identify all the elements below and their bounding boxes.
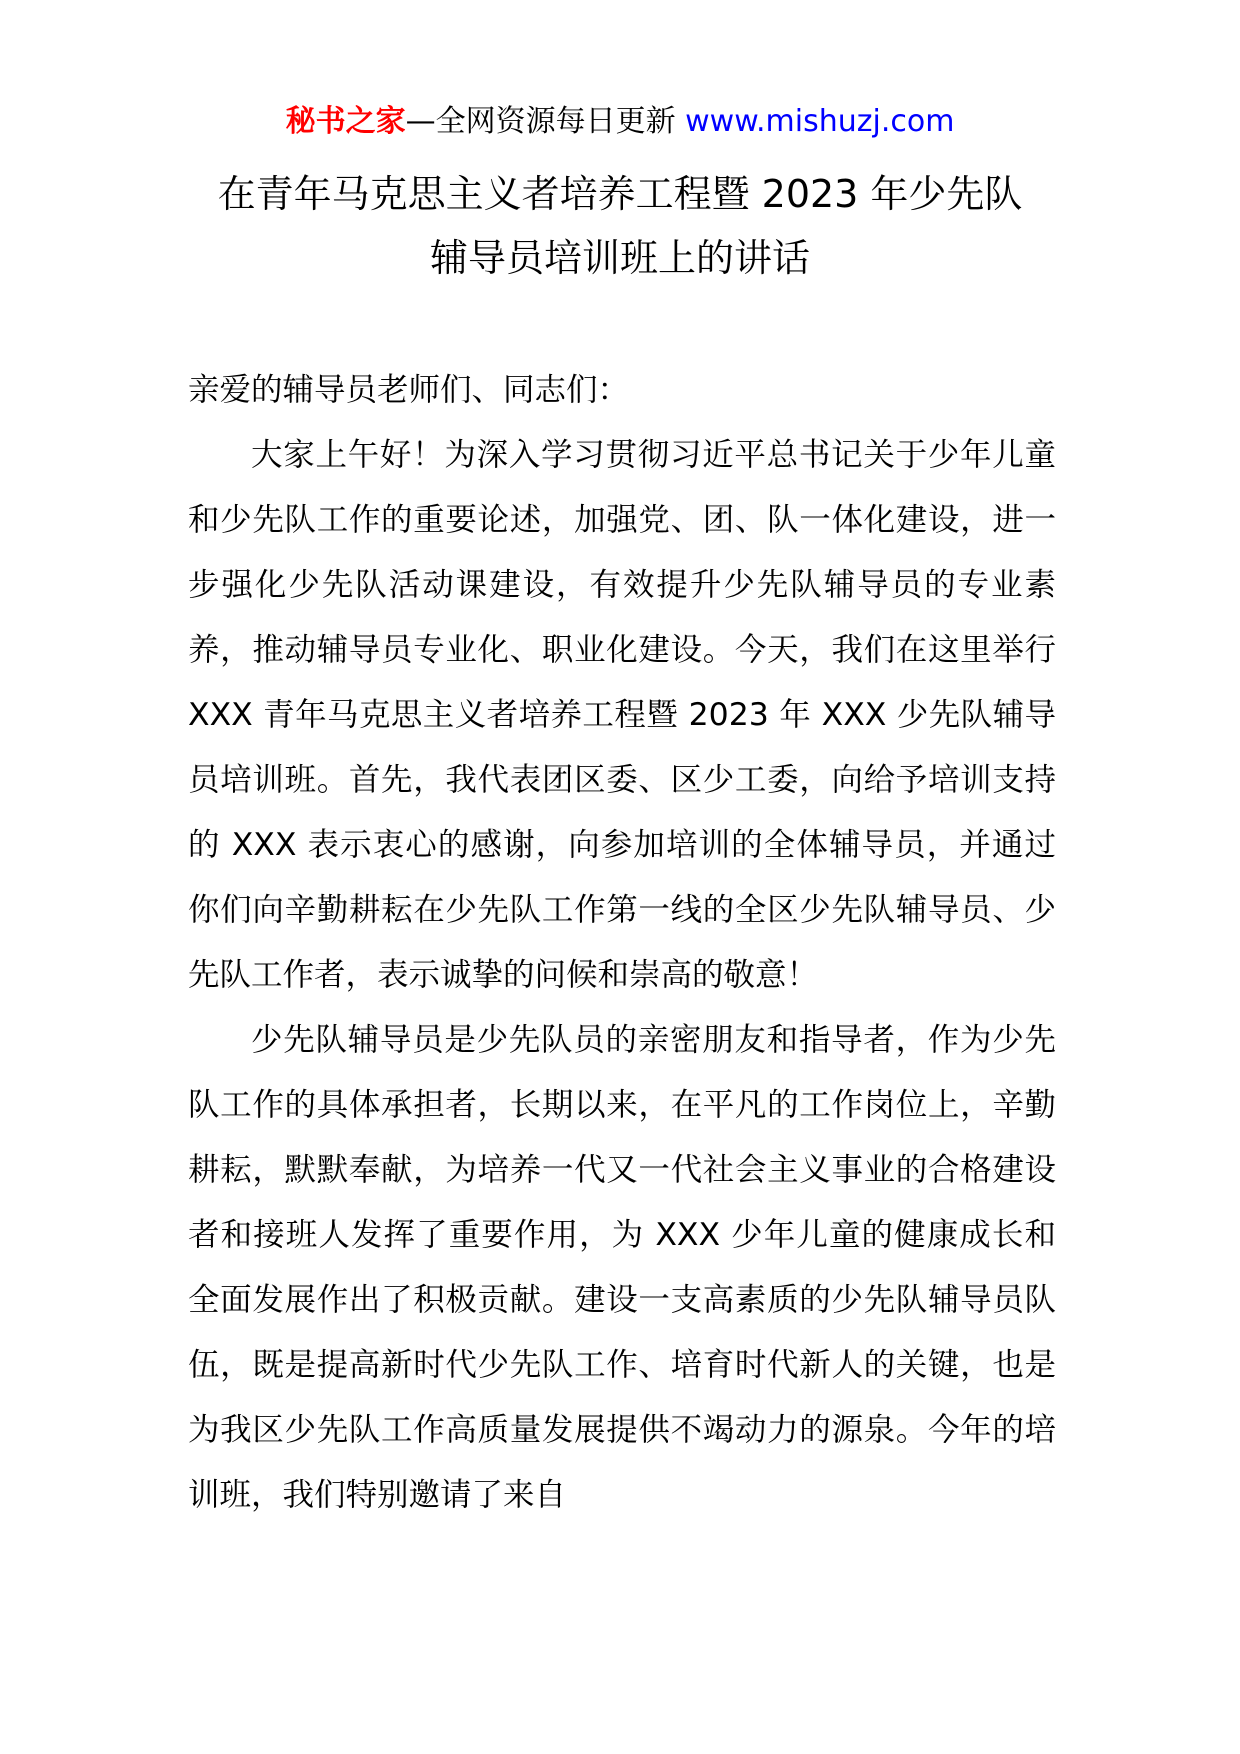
title-line-2: 辅导员培训班上的讲话 bbox=[429, 236, 810, 280]
document-body bbox=[188, 358, 1056, 1528]
site-header bbox=[0, 100, 1240, 144]
salutation: 亲爱的辅导员老师们、同志们： bbox=[188, 372, 630, 408]
brand-name: 秘书之家 bbox=[285, 104, 406, 139]
document-title bbox=[150, 162, 1090, 290]
site-url-link[interactable]: www.mishuzj.com bbox=[685, 104, 955, 139]
paragraph-1: 大家上午好！为深入学习贯彻习近平总书记关于少年儿童和少先队工作的重要论述，加强党、团、队一体化建设，进一步强化少先队活动课建设，有效提升少先队辅导员的专业素养，推动辅导员专业化、职业化建设。今天，我们在这里举行 XXX 青年马克思主义者培养工程暨 2023 年 XXX 少先队辅导员培训班。首先，我代表团区委、区少工委，向给予培训支持的 XXX 表示衷心的感谢，向参加培训的全体辅导员，并通过你们向辛勤耕耘在少先队工作第一线的全区少先队辅导员、少先队工作者，表示诚挚的问候和崇高的敬意！ bbox=[188, 437, 1056, 993]
header-slogan: —全网资源每日更新 bbox=[405, 104, 676, 139]
title-line-1: 在青年马克思主义者培养工程暨 2023 年少先队 bbox=[217, 172, 1023, 216]
paragraph-2: 少先队辅导员是少先队员的亲密朋友和指导者，作为少先队工作的具体承担者，长期以来，在平凡的工作岗位上，辛勤耕耘，默默奉献，为培养一代又一代社会主义事业的合格建设者和接班人发挥了重要作用，为 XXX 少年儿童的健康成长和全面发展作出了积极贡献。建设一支高素质的少先队辅导员队伍，既是提高新时代少先队工作、培育时代新人的关键，也是为我区少先队工作高质量发展提供不竭动力的源泉。今年的培训班，我们特别邀请了来自 bbox=[188, 1022, 1056, 1513]
